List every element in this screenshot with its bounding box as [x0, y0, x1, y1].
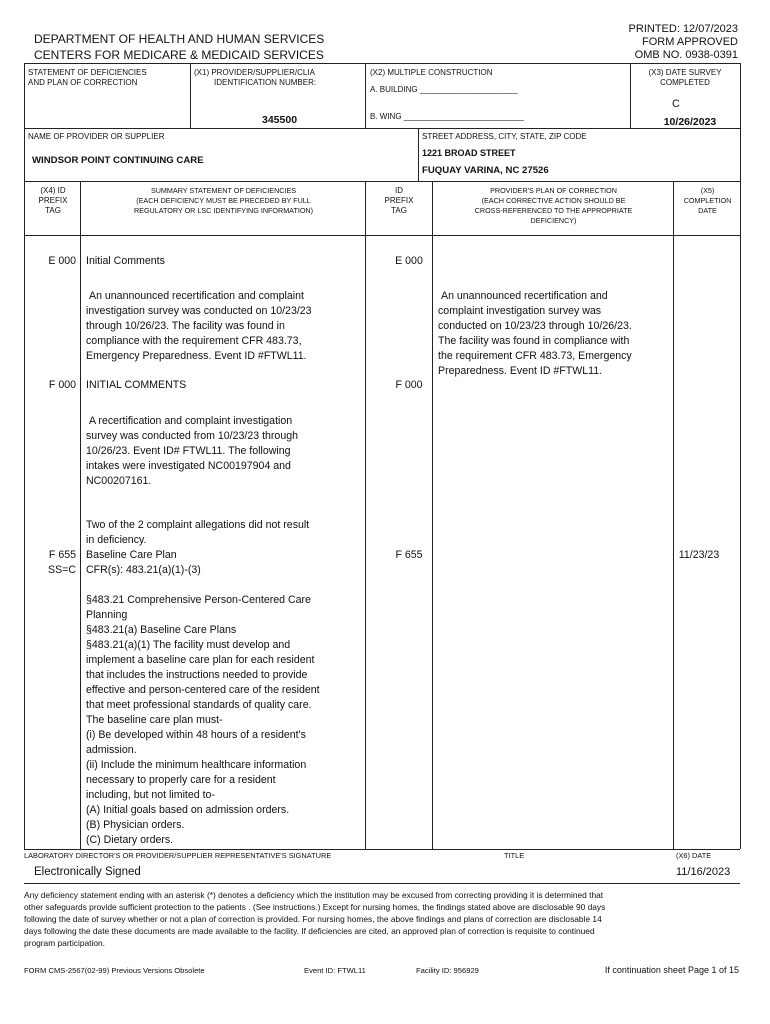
plan-of-correction-header: PROVIDER'S PLAN OF CORRECTION (EACH CORRECTIVE ACTION SHOULD BE CROSS-REFERENCED TO THE APPROPRIATE DEFICIENCY): [474, 186, 633, 225]
agency-name: CENTERS FOR MEDICARE & MEDICAID SERVICES: [34, 48, 324, 62]
f655-completion-date: 11/23/23: [678, 549, 720, 561]
street-address: 1221 BROAD STREET: [422, 148, 516, 158]
building-field: A. BUILDING ______________________: [370, 85, 518, 94]
f655-id-tag: F 655: [395, 549, 423, 561]
signature-date: 11/16/2023: [676, 866, 731, 878]
address-label: STREET ADDRESS, CITY, STATE, ZIP CODE: [422, 132, 587, 141]
f655-regulation-text: §483.21 Comprehensive Person-Centered Care Planning §483.21(a) Baseline Care Plans §483.21(a)(1) The facility must develop and implement a baseline care plan for each resident that includes the instructions needed to provide effective and person-centered care of the resident that meet professional standards of quality care. The baseline care plan must- (i) Be developed within 48 hours of a resident's admission. (ii) Include the minimum healthcare information necessary to properly care for a resident including, but not limited to- (A) Initial goals based on admission orders. (B) Physician orders. (C) Dietary orders.: [86, 594, 320, 846]
f655-tag: F 655: [48, 549, 76, 561]
divider: [24, 849, 740, 850]
divider: [190, 63, 191, 128]
e000-id-tag: E 000: [395, 255, 423, 267]
f655-title: Baseline Care Plan: [86, 549, 177, 561]
e000-title: Initial Comments: [86, 255, 165, 267]
summary-statement-header: SUMMARY STATEMENT OF DEFICIENCIES (EACH DEFICIENCY MUST BE PRECEDED BY FULL REGULATORY OR LSC IDENTIFYING INFORMATION): [133, 186, 314, 215]
id-prefix-tag-header: ID PREFIX TAG: [384, 186, 414, 215]
signature-value: Electronically Signed: [34, 866, 141, 878]
f000-complaint-result: Two of the 2 complaint allegations did not result in deficiency.: [86, 519, 310, 546]
provider-id-label: (X1) PROVIDER/SUPPLIER/CLIA IDENTIFICATION NUMBER:: [194, 68, 317, 87]
form-approval-block: [629, 23, 738, 62]
wing-field: B. WING ___________________________: [370, 112, 524, 121]
border-left: [24, 63, 25, 849]
divider: [24, 181, 740, 182]
provider-name-label: NAME OF PROVIDER OR SUPPLIER: [28, 132, 165, 141]
f000-id-tag: F 000: [395, 379, 423, 391]
event-id: Event ID: FTWL11: [304, 966, 366, 975]
survey-completed-label: (X3) DATE SURVEY COMPLETED: [648, 68, 722, 87]
signature-date-label: (X6) DATE: [676, 851, 712, 860]
column-divider: [365, 181, 366, 849]
survey-type-code: C: [672, 98, 680, 110]
printed-date: PRINTED: 12/07/2023: [628, 23, 738, 35]
page-number: If continuation sheet Page 1 of 15: [604, 965, 739, 975]
divider: [24, 63, 740, 64]
signature-label: LABORATORY DIRECTOR'S OR PROVIDER/SUPPLIER REPRESENTATIVE'S SIGNATURE: [24, 851, 332, 860]
statement-label: STATEMENT OF DEFICIENCIES AND PLAN OF CORRECTION: [28, 68, 147, 87]
f655-scope-severity: SS=C: [48, 564, 76, 576]
divider: [24, 128, 740, 129]
survey-date: 10/26/2023: [663, 116, 717, 128]
facility-id: Facility ID: 956929: [416, 966, 479, 975]
provider-name: WINDSOR POINT CONTINUING CARE: [32, 155, 204, 166]
e000-plan: An unannounced recertification and complaint investigation survey was conducted on 10/23/23 through 10/26/23. The facility was found in compliance with the requirement CFR 483.73, Emergency Preparedness. Event ID #FTWL11.: [438, 290, 632, 377]
border-right: [740, 63, 741, 849]
completion-date-header: (X5) COMPLETION DATE: [683, 186, 732, 215]
city-state-zip: FUQUAY VARINA, NC 27526: [422, 165, 549, 176]
f655-cfr: CFR(s): 483.21(a)(1)-(3): [86, 564, 201, 576]
multiple-construction-label: (X2) MULTIPLE CONSTRUCTION: [370, 68, 493, 77]
title-label: TITLE: [504, 851, 525, 860]
divider: [24, 235, 740, 236]
e000-tag: E 000: [48, 255, 76, 267]
department-name: DEPARTMENT OF HEALTH AND HUMAN SERVICES: [34, 32, 325, 46]
f000-title: INITIAL COMMENTS: [86, 379, 187, 391]
divider: [418, 128, 419, 181]
disclosure-footnote: Any deficiency statement ending with an asterisk (*) denotes a deficiency which the institution may be excused from correcting providing it is determined that other safeguards provide sufficient protection to the patients . (See instructions.) Except for nursing homes, the findings stated above are disclosable 90 days following the date of survey whether or not a plan of correction is provided. For nursing homes, the above findings and plans of correction are disclosable 14 days following the date these documents are made available to the facility. If deficiencies are cited, an approved plan of correction is requisite to continued program participation.: [24, 890, 606, 948]
form-approved-label: FORM APPROVED: [642, 36, 738, 48]
divider: [24, 883, 740, 884]
form-number: FORM CMS-2567(02-99) Previous Versions Obsolete: [24, 966, 205, 975]
e000-summary: An unannounced recertification and complaint investigation survey was conducted on 10/23/23 through 10/26/23. The facility was found in compliance with the requirement CFR 483.73, Emergency Preparedness. Event ID #FTWL11.: [86, 290, 312, 362]
column-divider: [673, 181, 674, 849]
column-divider: [80, 181, 81, 849]
divider: [630, 63, 631, 128]
omb-number: OMB NO. 0938-0391: [634, 49, 738, 61]
divider: [365, 63, 366, 128]
column-divider: [432, 181, 433, 849]
provider-id-value: 345500: [262, 114, 298, 126]
f000-summary: A recertification and complaint investigation survey was conducted from 10/23/23 through 10/26/23. Event ID# FTWL11. The following intakes were investigated NC00197904 and NC00207161.: [86, 415, 298, 487]
prefix-tag-header: (X4) ID PREFIX TAG: [38, 186, 68, 215]
f000-tag: F 000: [48, 379, 76, 391]
